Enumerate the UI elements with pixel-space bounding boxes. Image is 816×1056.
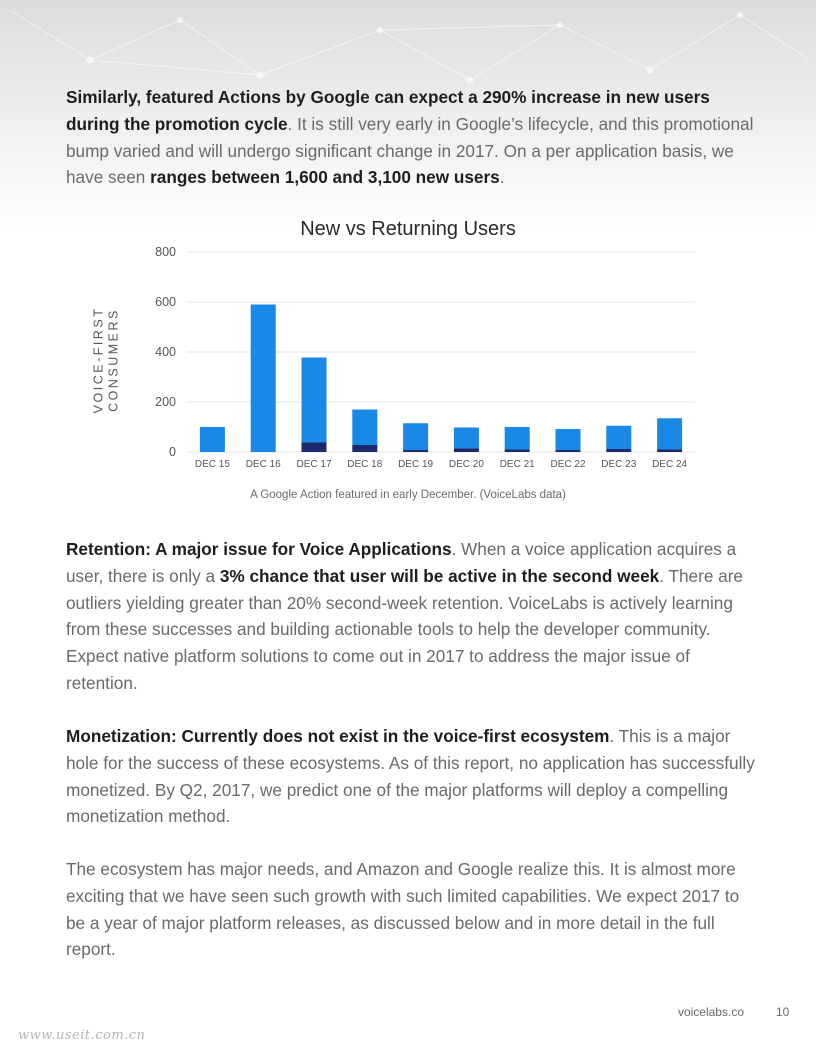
page-number: 10 (776, 1005, 790, 1019)
text-run: . (499, 167, 505, 188)
new-vs-returning-users-chart (90, 210, 730, 480)
y-tick-label: 200 (155, 395, 176, 409)
paragraph-ecosystem (66, 856, 756, 963)
bar-dec-19-series-2 (403, 423, 428, 450)
bold-text-run: Retention: A major issue for Voice Applications (66, 539, 452, 559)
bar-dec-21-series-1 (505, 450, 530, 453)
bar-dec-20-series-2 (454, 428, 479, 449)
y-axis-label-line: VOICE-FIRST (91, 306, 106, 414)
bar-dec-19-series-1 (403, 450, 428, 452)
x-tick-label: DEC 17 (296, 459, 332, 470)
paragraph-google-actions (66, 84, 756, 191)
paragraph-monetization (66, 723, 756, 830)
y-axis-label-line: CONSUMERS (106, 308, 121, 412)
bar-dec-18-series-1 (352, 445, 377, 452)
text-run: . There are outliers yielding greater than 20% second-week retention. VoiceLabs is actively learning from these successes and building actionable tools to help the developer community. Expect native platform solutions to come out in 2017 to address the major issue of retention. (66, 565, 743, 693)
x-tick-label: DEC 18 (347, 459, 383, 470)
y-tick-label: 800 (155, 245, 176, 259)
x-tick-label: DEC 23 (601, 459, 637, 470)
x-tick-label: DEC 19 (398, 459, 434, 470)
text-run: . It is still very early in Google’s lifecycle, and this promotional bump varied and will undergo significant change in 2017. On a per application basis, we have seen (66, 113, 754, 188)
bold-text-run: Monetization: Currently does not exist in the voice-first ecosystem (66, 726, 610, 746)
paragraph-retention (66, 536, 756, 697)
x-tick-label: DEC 21 (499, 459, 535, 470)
y-axis-label (92, 307, 121, 414)
text-run: The ecosystem has major needs, and Amazon and Google realize this. It is almost more exciting that we have seen such growth with such limited capabilities. We expect 2017 to be a year of major platform releases, as discussed below and in more detail in the full report. (66, 859, 740, 960)
chart-bars (200, 305, 682, 453)
bar-dec-22-series-1 (556, 450, 581, 452)
y-axis-ticks (155, 245, 176, 459)
x-tick-label: DEC 20 (448, 459, 484, 470)
bar-dec-20-series-1 (454, 448, 479, 452)
x-tick-label: DEC 22 (550, 459, 586, 470)
bold-text-run: ranges between 1,600 and 3,100 new users (150, 167, 500, 188)
bar-dec-15-series-2 (200, 427, 225, 452)
bold-text-run: Similarly, featured Actions by Google can expect a 290% increase in new users during the promotion cycle (66, 87, 710, 134)
bar-dec-22-series-2 (556, 429, 581, 450)
watermark: www.useit.com.cn (18, 1028, 146, 1043)
chart-title: New vs Returning Users (300, 218, 516, 240)
y-tick-label: 600 (155, 295, 176, 309)
x-tick-label: DEC 24 (652, 459, 688, 470)
bar-dec-24-series-1 (657, 450, 682, 453)
bar-dec-17-series-1 (302, 443, 327, 453)
bar-dec-24-series-2 (657, 418, 682, 449)
bar-dec-17-series-2 (302, 358, 327, 443)
bar-dec-23-series-2 (606, 426, 631, 449)
bar-dec-18-series-2 (352, 410, 377, 446)
x-tick-label: DEC 16 (245, 459, 281, 470)
y-tick-label: 400 (155, 345, 176, 359)
x-tick-label: DEC 15 (194, 459, 230, 470)
text-run: . This is a major hole for the success of these ecosystems. As of this report, no application has successfully monetized. By Q2, 2017, we predict one of the major platforms will deploy a compelling monetization method. (66, 726, 755, 827)
bar-dec-21-series-2 (505, 427, 530, 450)
text-run: . When a voice application acquires a user, there is only a (66, 539, 737, 586)
chart-caption: A Google Action featured in early December. (VoiceLabs data) (250, 489, 566, 501)
footer-site-link[interactable]: voicelabs.co (677, 1005, 744, 1019)
bar-dec-23-series-1 (606, 449, 631, 452)
bar-dec-16-series-2 (251, 305, 276, 453)
bold-text-run: 3% chance that user will be active in the second week (219, 565, 660, 586)
x-axis-ticks (195, 459, 688, 470)
y-tick-label: 0 (169, 445, 176, 459)
